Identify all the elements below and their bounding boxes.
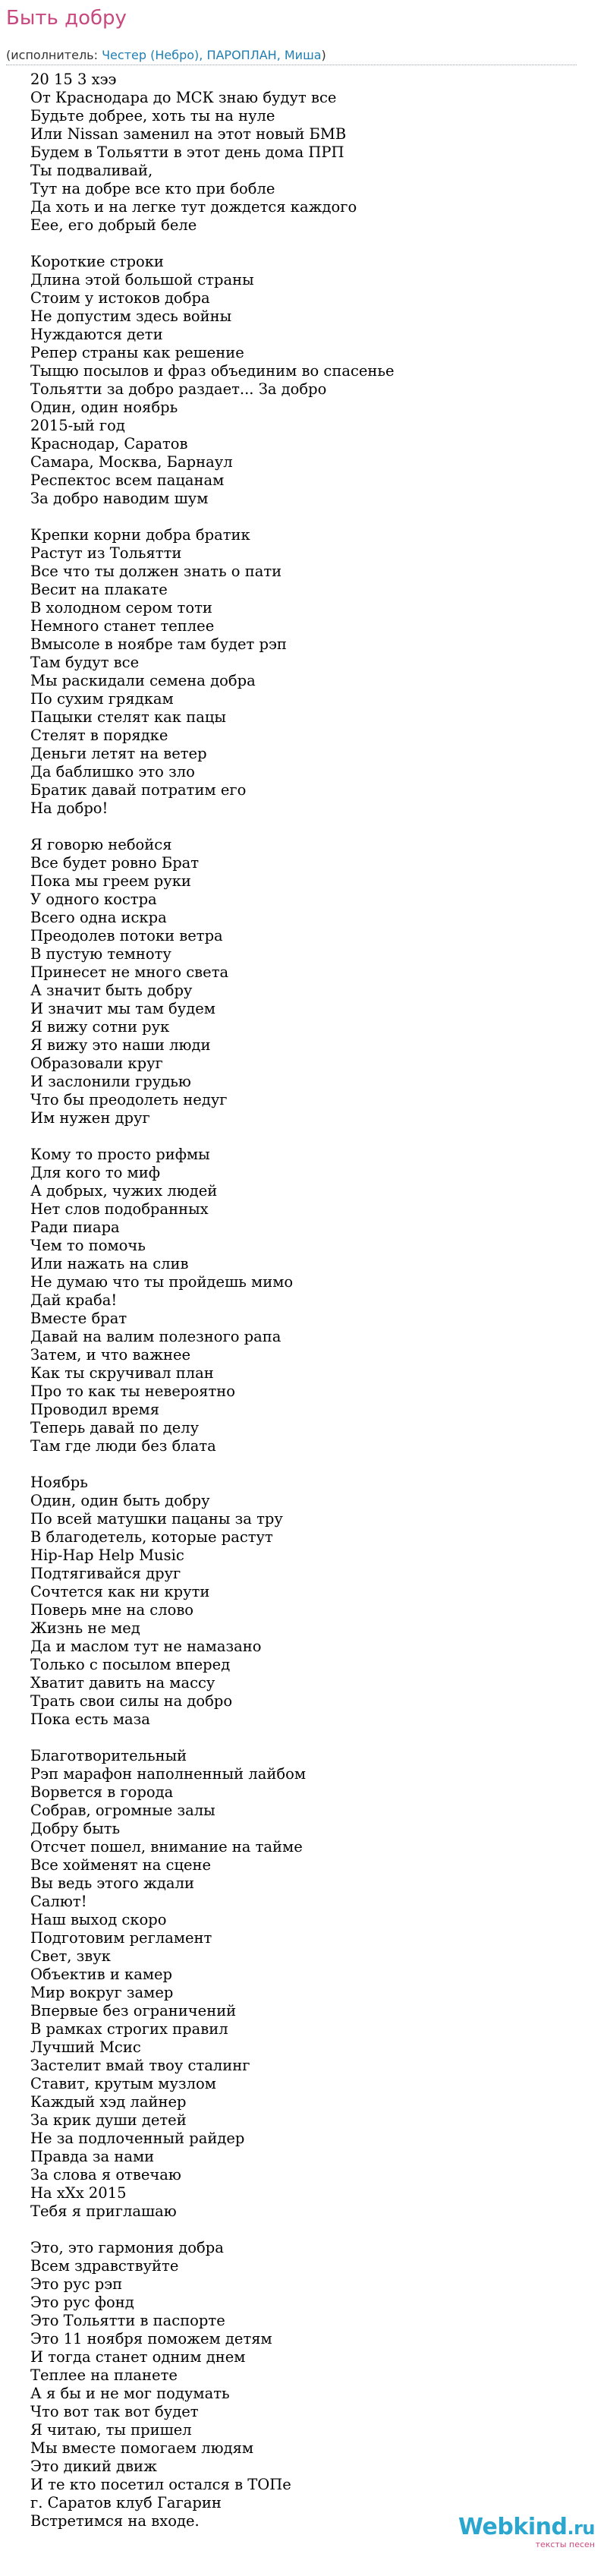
lyric-line: Ради пиара — [30, 1219, 120, 1236]
lyric-line: Один, один быть добру — [30, 1492, 210, 1509]
lyric-line: Вмысоле в ноябре там будет рэп — [30, 635, 287, 653]
lyric-line: Как ты скручивал план — [30, 1364, 214, 1382]
lyric-line: Да баблишко это зло — [30, 763, 195, 780]
lyric-line: Стелят в порядке — [30, 727, 168, 744]
lyric-line: Теплее на планете — [30, 2366, 178, 2384]
stanza-break — [30, 1729, 395, 1747]
lyric-line: Один, один ноябрь — [30, 399, 178, 416]
lyric-line: И те кто посетил остался в ТОПе — [30, 2476, 291, 2493]
lyric-line: Пока есть маза — [30, 1711, 150, 1728]
lyric-line: А добрых, чужих людей — [30, 1182, 218, 1200]
lyric-line: На добро! — [30, 799, 109, 817]
lyric-line: Не думаю что ты пройдешь мимо — [30, 1273, 294, 1291]
lyric-line: В рамках строгих правил — [30, 2020, 228, 2038]
lyric-line: Отсчет пошел, внимание на тайме — [30, 1838, 303, 1856]
lyric-line: Трать свои силы на добро — [30, 1692, 233, 1710]
lyric-line: Я вижу сотни рук — [30, 1018, 170, 1036]
lyric-line: Я читаю, ты пришел — [30, 2421, 192, 2439]
lyric-line: Мы раскидали семена добра — [30, 672, 256, 689]
lyric-line: Ворвется в города — [30, 1783, 174, 1801]
lyric-line: Что бы преодолеть недуг — [30, 1091, 228, 1108]
lyric-line: Хватит давить на массу — [30, 1674, 215, 1692]
stanza-break — [30, 818, 395, 836]
lyric-line: Только с посылом вперед — [30, 1656, 231, 1673]
lyric-line: 2015-ый год — [30, 417, 125, 434]
stanza-break — [30, 1127, 395, 1146]
lyric-line: Репер страны как решение — [30, 344, 244, 361]
stanza-break — [30, 1455, 395, 1474]
lyric-line: Благотворительный — [30, 1747, 187, 1764]
lyric-line: Весит на плакате — [30, 581, 168, 598]
lyric-line: Кому то просто рифмы — [30, 1146, 210, 1163]
lyric-line: Нуждаются дети — [30, 326, 163, 343]
lyric-line: Добру быть — [30, 1820, 121, 1837]
lyric-line: Всем здравствуйте — [30, 2257, 179, 2275]
lyric-line: По сухим грядкам — [30, 690, 174, 708]
lyric-line: В пустую темноту — [30, 945, 171, 963]
lyric-line: Нет слов подобранных — [30, 1200, 209, 1218]
lyric-line: г. Саратов клуб Гагарин — [30, 2494, 222, 2511]
lyric-line: За крик души детей — [30, 2111, 187, 2129]
lyric-line: Не допустим здесь войны — [30, 307, 232, 325]
lyric-line: Вы ведь этого ждали — [30, 1874, 194, 1892]
lyric-line: Жизнь не мед — [30, 1619, 140, 1637]
lyric-line: Краснодар, Саратов — [30, 435, 188, 452]
lyric-line: Тольятти за добро раздает... За добро — [30, 380, 327, 398]
site-logo[interactable] — [458, 2515, 595, 2541]
lyric-line: От Краснодара до МСК знаю будут все — [30, 89, 337, 106]
lyric-line: Мы вместе помогаем людям — [30, 2439, 254, 2457]
lyric-line: Или Nissan заменил на этот новый БМВ — [30, 125, 347, 143]
lyric-line: Встретимся на входе. — [30, 2512, 200, 2530]
lyric-line: Это дикий движ — [30, 2458, 157, 2475]
lyric-line: И тогда станет одним днем — [30, 2348, 246, 2366]
lyric-line: Длина этой большой страны — [30, 271, 254, 288]
lyric-line: Подтягивайся друг — [30, 1565, 181, 1582]
lyric-line: Все хойменят на сцене — [30, 1856, 212, 1874]
site-tagline: тексты песен — [535, 2540, 595, 2549]
lyric-line: Салют! — [30, 1893, 87, 1910]
lyric-line: В холодном сером тоти — [30, 599, 212, 616]
lyric-line: Рэп марафон наполненный лайбом — [30, 1765, 306, 1783]
lyric-line: Тебя я приглашаю — [30, 2202, 177, 2220]
stanza-break — [30, 235, 395, 253]
performers-prefix: (исполнитель: — [6, 48, 102, 62]
lyric-line: Проводил время — [30, 1401, 160, 1418]
lyric-line: Короткие строки — [30, 253, 164, 270]
lyric-line: Пацыки стелят как пацы — [30, 708, 226, 726]
lyric-line: Я говорю небойся — [30, 836, 172, 853]
stanza-break — [30, 508, 395, 526]
lyric-line: А значит быть добру — [30, 982, 193, 999]
lyric-line: Ноябрь — [30, 1474, 88, 1491]
lyric-line: Им нужен друг — [30, 1109, 150, 1127]
lyric-line: Что вот так вот будет — [30, 2403, 199, 2420]
lyric-line: Мир вокруг замер — [30, 1984, 174, 2001]
lyric-line: Респектос всем пацанам — [30, 471, 225, 489]
lyric-line: Крепки корни добра братик — [30, 526, 250, 544]
lyric-line: Hip-Hap Help Music — [30, 1547, 184, 1564]
lyric-line: Растут из Тольятти — [30, 544, 182, 562]
lyric-line: Чем то помочь — [30, 1237, 146, 1254]
lyric-line: Сочтется как ни крути — [30, 1583, 210, 1600]
lyric-line: Не за подлоченный райдер — [30, 2130, 245, 2147]
site-logo-suffix: .ru — [567, 2518, 595, 2539]
lyric-line: Застелит вмай твоу сталинг — [30, 2057, 250, 2074]
lyric-line: Все будет ровно Брат — [30, 854, 200, 872]
lyric-line: Это рус фонд — [30, 2294, 134, 2311]
lyric-line: Собрав, огромные залы — [30, 1802, 215, 1819]
lyric-line: Стоим у истоков добра — [30, 289, 210, 307]
lyric-line: 20 15 3 хээ — [30, 71, 117, 88]
performers-suffix: ) — [321, 48, 326, 62]
lyric-line: Это рус рэп — [30, 2275, 123, 2293]
site-logo-name: Webkind — [458, 2514, 568, 2540]
lyric-line: Я вижу это наши люди — [30, 1036, 211, 1054]
lyric-line: Будьте добрее, хоть ты на нуле — [30, 107, 275, 125]
lyric-line: Это 11 ноября поможем детям — [30, 2330, 272, 2347]
lyric-line: Затем, и что важнее — [30, 1346, 191, 1364]
artist-links[interactable]: Честер (Небро), ПАРОПЛАН, Миша — [102, 48, 322, 62]
lyric-line: Ставит, крутым музлом — [30, 2075, 216, 2092]
lyric-line: Теперь давай по делу — [30, 1419, 200, 1436]
lyric-line: Впервые без ограничений — [30, 2002, 237, 2019]
lyric-line: Давай на валим полезного рапа — [30, 1328, 281, 1345]
lyric-line: И заслонили грудью — [30, 1073, 191, 1090]
lyric-line: Все что ты должен знать о пати — [30, 563, 282, 580]
lyric-line: За добро наводим шум — [30, 490, 209, 507]
lyric-line: У одного костра — [30, 891, 157, 908]
lyric-line: Да хоть и на легке тут дождется каждого — [30, 198, 357, 216]
lyric-line: На хХх 2015 — [30, 2184, 127, 2202]
lyric-line: А я бы и не мог подумать — [30, 2385, 230, 2402]
lyric-line: Про то как ты невероятно — [30, 1383, 235, 1400]
lyrics-block — [30, 71, 395, 2530]
lyric-line: Пока мы греем руки — [30, 872, 191, 890]
lyric-line: Да и маслом тут не намазано — [30, 1638, 262, 1655]
lyric-line: Дай краба! — [30, 1291, 118, 1309]
lyric-line: За слова я отвечаю — [30, 2166, 181, 2183]
performers-line — [6, 47, 577, 65]
lyric-line: Всего одна искра — [30, 909, 167, 926]
lyric-line: И значит мы там будем — [30, 1000, 215, 1017]
lyric-line: Там будут все — [30, 654, 140, 671]
lyric-line: Ты подваливай, — [30, 162, 153, 179]
lyric-line: Преодолев потоки ветра — [30, 927, 223, 944]
lyric-line: Образовали круг — [30, 1055, 163, 1072]
lyric-line: Для кого то миф — [30, 1164, 160, 1181]
lyric-line: Свет, звук — [30, 1947, 111, 1965]
page-title: Быть добру — [6, 7, 127, 30]
lyric-line: Это Тольятти в паспорте — [30, 2312, 225, 2329]
lyric-line: Наш выход скоро — [30, 1911, 167, 1928]
lyric-line: Еее, его добрый беле — [30, 216, 197, 234]
lyric-line: Деньги летят на ветер — [30, 745, 207, 762]
lyric-line: Братик давай потратим его — [30, 781, 247, 799]
lyric-line: Немного станет теплее — [30, 617, 215, 635]
lyric-line: Самара, Москва, Барнаул — [30, 453, 233, 471]
stanza-break — [30, 2221, 395, 2239]
lyric-line: Каждый хэд лайнер — [30, 2093, 187, 2111]
site-watermark[interactable] — [458, 2515, 595, 2549]
lyric-line: Правда за нами — [30, 2148, 155, 2165]
lyric-line: По всей матушки пацаны за тру — [30, 1510, 283, 1528]
lyric-line: Тыщю посылов и фраз объединим во спасенье — [30, 362, 395, 380]
lyric-line: Поверь мне на слово — [30, 1601, 194, 1619]
lyric-line: Подготовим регламент — [30, 1929, 212, 1947]
lyric-line: В благодетель, которые растут — [30, 1528, 273, 1546]
lyric-line: Там где люди без блата — [30, 1437, 216, 1455]
lyric-line: Принесет не много света — [30, 963, 229, 981]
lyric-line: Будем в Тольятти в этот день дома ПРП — [30, 143, 344, 161]
lyric-line: Вместе брат — [30, 1310, 127, 1327]
lyric-line: Объектив и камер — [30, 1966, 173, 1983]
lyric-line: Это, это гармония добра — [30, 2239, 224, 2256]
lyric-line: Тут на добре все кто при бобле — [30, 180, 275, 197]
lyric-line: Лучший Мсис — [30, 2038, 141, 2056]
lyric-line: Или нажать на слив — [30, 1255, 189, 1272]
